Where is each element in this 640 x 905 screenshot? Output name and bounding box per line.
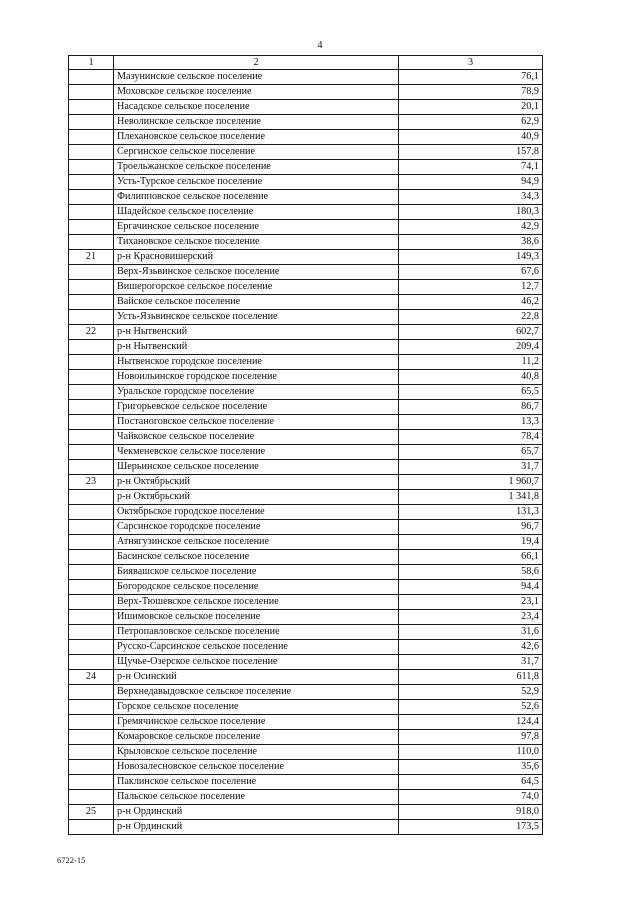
amount-cell: 46,2	[399, 295, 543, 310]
table-row	[69, 145, 543, 160]
budget-table	[68, 55, 543, 835]
municipality-name-cell: Уральское городское поселение	[114, 385, 399, 400]
row-number-cell	[69, 775, 114, 790]
row-number-cell	[69, 280, 114, 295]
municipality-name-cell: Троельжанское сельское поселение	[114, 160, 399, 175]
amount-cell: 209,4	[399, 340, 543, 355]
municipality-name-cell: Атнягузинское сельское поселение	[114, 535, 399, 550]
municipality-name-cell: Мазунинское сельское поселение	[114, 70, 399, 85]
amount-cell: 11,2	[399, 355, 543, 370]
municipality-name-cell: р-н Нытвенский	[114, 325, 399, 340]
table-row	[69, 295, 543, 310]
table-row	[69, 385, 543, 400]
table-row	[69, 580, 543, 595]
amount-cell: 12,7	[399, 280, 543, 295]
table-row	[69, 505, 543, 520]
amount-cell: 34,3	[399, 190, 543, 205]
amount-cell: 78,9	[399, 85, 543, 100]
table-row	[69, 520, 543, 535]
municipality-name-cell: р-н Октябрьский	[114, 490, 399, 505]
amount-cell: 64,5	[399, 775, 543, 790]
table-row	[69, 325, 543, 340]
municipality-name-cell: Нытвенское городское поселение	[114, 355, 399, 370]
municipality-name-cell: Биявашское сельское поселение	[114, 565, 399, 580]
amount-cell: 52,9	[399, 685, 543, 700]
row-number-cell	[69, 205, 114, 220]
municipality-name-cell: Усть-Турское сельское поселение	[114, 175, 399, 190]
table-row	[69, 760, 543, 775]
table-row	[69, 445, 543, 460]
municipality-name-cell: Сарсинское городское поселение	[114, 520, 399, 535]
municipality-name-cell: Григорьевское сельское поселение	[114, 400, 399, 415]
amount-cell: 58,6	[399, 565, 543, 580]
municipality-name-cell: Неволинское сельское поселение	[114, 115, 399, 130]
municipality-name-cell: Щучье-Озерское сельское поселение	[114, 655, 399, 670]
amount-cell: 13,3	[399, 415, 543, 430]
table-row	[69, 640, 543, 655]
amount-cell: 110,0	[399, 745, 543, 760]
table-row	[69, 415, 543, 430]
amount-cell: 97,8	[399, 730, 543, 745]
row-number-cell	[69, 820, 114, 835]
row-number-cell	[69, 400, 114, 415]
municipality-name-cell: Богородское сельское поселение	[114, 580, 399, 595]
row-number-cell	[69, 580, 114, 595]
amount-cell: 52,6	[399, 700, 543, 715]
amount-cell: 22,8	[399, 310, 543, 325]
row-number-cell	[69, 520, 114, 535]
row-number-cell	[69, 505, 114, 520]
table-row	[69, 85, 543, 100]
amount-cell: 611,8	[399, 670, 543, 685]
amount-cell: 180,3	[399, 205, 543, 220]
amount-cell: 19,4	[399, 535, 543, 550]
table-row	[69, 805, 543, 820]
table-row	[69, 460, 543, 475]
row-number-cell	[69, 415, 114, 430]
table-row	[69, 610, 543, 625]
row-number-cell	[69, 310, 114, 325]
row-number-cell	[69, 385, 114, 400]
municipality-name-cell: р-н Ординский	[114, 820, 399, 835]
row-number-cell	[69, 175, 114, 190]
amount-cell: 602,7	[399, 325, 543, 340]
amount-cell: 86,7	[399, 400, 543, 415]
municipality-name-cell: Плехановское сельское поселение	[114, 130, 399, 145]
municipality-name-cell: р-н Нытвенский	[114, 340, 399, 355]
column-header-3: 3	[399, 56, 543, 70]
table-row	[69, 250, 543, 265]
table-row	[69, 220, 543, 235]
row-number-cell	[69, 700, 114, 715]
table-row	[69, 70, 543, 85]
amount-cell: 149,3	[399, 250, 543, 265]
table-row	[69, 205, 543, 220]
amount-cell: 124,4	[399, 715, 543, 730]
municipality-name-cell: Крыловское сельское поселение	[114, 745, 399, 760]
table-row	[69, 550, 543, 565]
table-row	[69, 100, 543, 115]
table-row	[69, 685, 543, 700]
row-number-cell	[69, 295, 114, 310]
municipality-name-cell: Паклинское сельское поселение	[114, 775, 399, 790]
table-header-row	[69, 56, 543, 70]
row-number-cell	[69, 490, 114, 505]
row-number-cell	[69, 595, 114, 610]
row-number-cell: 24	[69, 670, 114, 685]
amount-cell: 1 960,7	[399, 475, 543, 490]
amount-cell: 74,1	[399, 160, 543, 175]
amount-cell: 35,6	[399, 760, 543, 775]
row-number-cell	[69, 235, 114, 250]
municipality-name-cell: Верхнедавыдовское сельское поселение	[114, 685, 399, 700]
table-row	[69, 130, 543, 145]
municipality-name-cell: р-н Красновишерский	[114, 250, 399, 265]
row-number-cell	[69, 625, 114, 640]
municipality-name-cell: Горское сельское поселение	[114, 700, 399, 715]
row-number-cell	[69, 220, 114, 235]
table-row	[69, 280, 543, 295]
amount-cell: 96,7	[399, 520, 543, 535]
row-number-cell	[69, 790, 114, 805]
row-number-cell	[69, 190, 114, 205]
row-number-cell	[69, 640, 114, 655]
row-number-cell	[69, 445, 114, 460]
municipality-name-cell: Комаровское сельское поселение	[114, 730, 399, 745]
row-number-cell: 21	[69, 250, 114, 265]
municipality-name-cell: р-н Осинский	[114, 670, 399, 685]
table-row	[69, 595, 543, 610]
municipality-name-cell: Сергинское сельское поселение	[114, 145, 399, 160]
table-row	[69, 370, 543, 385]
municipality-name-cell: Русско-Сарсинское сельское поселение	[114, 640, 399, 655]
row-number-cell	[69, 715, 114, 730]
row-number-cell	[69, 655, 114, 670]
table-row	[69, 565, 543, 580]
table-row	[69, 160, 543, 175]
municipality-name-cell: Усть-Язьвинское сельское поселение	[114, 310, 399, 325]
table-row	[69, 115, 543, 130]
row-number-cell	[69, 550, 114, 565]
amount-cell: 78,4	[399, 430, 543, 445]
amount-cell: 31,7	[399, 460, 543, 475]
row-number-cell	[69, 370, 114, 385]
table-row	[69, 190, 543, 205]
amount-cell: 157,8	[399, 145, 543, 160]
table-row	[69, 265, 543, 280]
table-row	[69, 340, 543, 355]
table-row	[69, 820, 543, 835]
municipality-name-cell: Верх-Тюшевское сельское поселение	[114, 595, 399, 610]
row-number-cell	[69, 85, 114, 100]
amount-cell: 131,3	[399, 505, 543, 520]
row-number-cell	[69, 730, 114, 745]
table-row	[69, 625, 543, 640]
row-number-cell	[69, 535, 114, 550]
row-number-cell	[69, 355, 114, 370]
amount-cell: 31,7	[399, 655, 543, 670]
row-number-cell	[69, 340, 114, 355]
table-row	[69, 775, 543, 790]
row-number-cell	[69, 760, 114, 775]
row-number-cell	[69, 745, 114, 760]
amount-cell: 20,1	[399, 100, 543, 115]
row-number-cell	[69, 130, 114, 145]
amount-cell: 94,4	[399, 580, 543, 595]
amount-cell: 918,0	[399, 805, 543, 820]
municipality-name-cell: Верх-Язьвинское сельское поселение	[114, 265, 399, 280]
table-row	[69, 175, 543, 190]
amount-cell: 65,5	[399, 385, 543, 400]
table-row	[69, 715, 543, 730]
municipality-name-cell: Октябрьское городское поселение	[114, 505, 399, 520]
column-header-2: 2	[114, 56, 399, 70]
amount-cell: 23,1	[399, 595, 543, 610]
municipality-name-cell: Шерьинское сельское поселение	[114, 460, 399, 475]
amount-cell: 42,9	[399, 220, 543, 235]
row-number-cell	[69, 70, 114, 85]
municipality-name-cell: Филипповское сельское поселение	[114, 190, 399, 205]
municipality-name-cell: Басинское сельское поселение	[114, 550, 399, 565]
municipality-name-cell: р-н Октябрьский	[114, 475, 399, 490]
amount-cell: 42,6	[399, 640, 543, 655]
row-number-cell	[69, 565, 114, 580]
municipality-name-cell: р-н Ординский	[114, 805, 399, 820]
table-row	[69, 745, 543, 760]
amount-cell: 1 341,8	[399, 490, 543, 505]
table-row	[69, 355, 543, 370]
amount-cell: 66,1	[399, 550, 543, 565]
table-row	[69, 535, 543, 550]
table-row	[69, 400, 543, 415]
table-row	[69, 670, 543, 685]
row-number-cell: 25	[69, 805, 114, 820]
municipality-name-cell: Шадейское сельское поселение	[114, 205, 399, 220]
municipality-name-cell: Насадское сельское поселение	[114, 100, 399, 115]
municipality-name-cell: Пальское сельское поселение	[114, 790, 399, 805]
amount-cell: 31,6	[399, 625, 543, 640]
table-row	[69, 475, 543, 490]
row-number-cell	[69, 265, 114, 280]
amount-cell: 38,6	[399, 235, 543, 250]
amount-cell: 62,9	[399, 115, 543, 130]
municipality-name-cell: Тихановское сельское поселение	[114, 235, 399, 250]
municipality-name-cell: Ергачинское сельское поселение	[114, 220, 399, 235]
table-row	[69, 655, 543, 670]
municipality-name-cell: Чекменевское сельское поселение	[114, 445, 399, 460]
municipality-name-cell: Гремячинское сельское поселение	[114, 715, 399, 730]
amount-cell: 40,8	[399, 370, 543, 385]
table-row	[69, 430, 543, 445]
row-number-cell: 23	[69, 475, 114, 490]
amount-cell: 23,4	[399, 610, 543, 625]
municipality-name-cell: Петропавловское сельское поселение	[114, 625, 399, 640]
column-header-1: 1	[69, 56, 114, 70]
municipality-name-cell: Новоильинское городское поселение	[114, 370, 399, 385]
row-number-cell	[69, 430, 114, 445]
row-number-cell	[69, 160, 114, 175]
row-number-cell	[69, 460, 114, 475]
municipality-name-cell: Моховское сельское поселение	[114, 85, 399, 100]
amount-cell: 173,5	[399, 820, 543, 835]
table-row	[69, 790, 543, 805]
amount-cell: 74,0	[399, 790, 543, 805]
amount-cell: 76,1	[399, 70, 543, 85]
table-row	[69, 490, 543, 505]
municipality-name-cell: Вишерогорское сельское поселение	[114, 280, 399, 295]
table-row	[69, 235, 543, 250]
municipality-name-cell: Чайковское сельское поселение	[114, 430, 399, 445]
row-number-cell: 22	[69, 325, 114, 340]
table-row	[69, 700, 543, 715]
table-row	[69, 730, 543, 745]
municipality-name-cell: Ишимовское сельское поселение	[114, 610, 399, 625]
page-number: 4	[317, 40, 323, 51]
amount-cell: 40,9	[399, 130, 543, 145]
amount-cell: 94,9	[399, 175, 543, 190]
table-body	[69, 70, 543, 835]
row-number-cell	[69, 100, 114, 115]
row-number-cell	[69, 685, 114, 700]
amount-cell: 65,7	[399, 445, 543, 460]
table-row	[69, 310, 543, 325]
municipality-name-cell: Новозалесновское сельское поселение	[114, 760, 399, 775]
row-number-cell	[69, 115, 114, 130]
municipality-name-cell: Вайское сельское поселение	[114, 295, 399, 310]
amount-cell: 67,6	[399, 265, 543, 280]
row-number-cell	[69, 610, 114, 625]
municipality-name-cell: Постаноговское сельское поселение	[114, 415, 399, 430]
document-code: 6722-15	[57, 855, 86, 865]
row-number-cell	[69, 145, 114, 160]
